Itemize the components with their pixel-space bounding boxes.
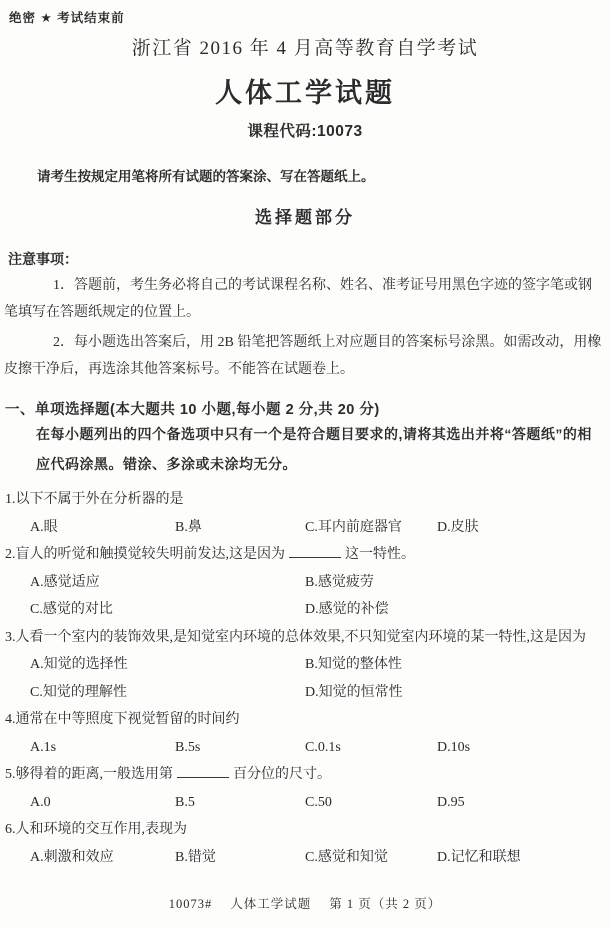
question-1 <box>0 486 610 541</box>
option-d: D.知觉的恒常性 <box>305 684 403 700</box>
option-d: D.记忆和联想 <box>437 849 521 865</box>
question-1-options <box>30 514 610 542</box>
question-2-options <box>30 569 610 624</box>
stem-text: 这一特性。 <box>345 547 415 562</box>
option-a: A.知觉的选择性 <box>30 657 128 672</box>
note-item-2: 2．每小题选出答案后，用 2B 铅笔把答题纸上对应题目的答案标号涂黑。如需改动，用橡皮擦干净后，再选涂其他答案标号。不能答在试题卷上。 <box>4 335 602 377</box>
fill-blank <box>289 543 341 558</box>
question-3 <box>0 624 610 707</box>
option-b: B.知觉的整体性 <box>305 657 402 672</box>
fill-blank <box>177 763 229 778</box>
question-3-options <box>30 651 610 706</box>
question-4-stem: 4.通常在中等照度下视觉暂留的时间约 <box>5 712 240 727</box>
section-title: 选择题部分 <box>255 208 355 227</box>
page-footer <box>0 894 610 912</box>
option-a: A.感觉适应 <box>30 574 100 590</box>
option-a: A.刺激和效应 <box>30 849 114 865</box>
footer-paper-title: 人体工学试题 <box>230 897 312 911</box>
question-6-stem: 6.人和环境的交互作用,表现为 <box>5 822 187 837</box>
question-2 <box>0 541 610 624</box>
question-6-options <box>30 844 610 872</box>
option-c: C.感觉的对比 <box>30 602 113 617</box>
question-4-options <box>30 734 610 762</box>
question-5-stem <box>5 761 602 789</box>
option-c: C.0.1s <box>305 739 341 755</box>
option-a: A.0 <box>30 794 51 810</box>
option-c: C.耳内前庭器官 <box>305 519 402 535</box>
option-b: B.感觉疲劳 <box>305 574 374 590</box>
question-list <box>0 486 610 871</box>
option-b: B.5 <box>175 794 195 810</box>
option-b: B.5s <box>175 739 201 755</box>
option-d: D.95 <box>437 794 465 810</box>
answer-notice: 请考生按规定用笔将所有试题的答案涂、写在答题纸上。 <box>37 169 375 184</box>
note-item-1: 1．答题前，考生务必将自己的考试课程名称、姓名、准考证号用黑色字迹的签字笔或钢笔填写在答题纸规定的位置上。 <box>4 278 592 320</box>
option-a: A.1s <box>30 739 57 755</box>
stem-text: 5.够得着的距离,一般选用第 <box>5 767 173 782</box>
option-c: C.50 <box>305 794 332 810</box>
stem-text: 百分位的尺寸。 <box>233 767 331 782</box>
stem-text: 2.盲人的听觉和触摸觉较失明前发达,这是因为 <box>5 547 285 562</box>
part1-heading: 一、单项选择题(本大题共 10 小题,每小题 2 分,共 20 分) <box>5 402 380 418</box>
option-b: B.鼻 <box>175 519 202 535</box>
question-4 <box>0 706 610 761</box>
notes-heading: 注意事项： <box>8 251 78 267</box>
question-5-options <box>30 789 610 817</box>
secrecy-label: 绝密 ★ 考试结束前 <box>9 11 125 25</box>
question-5 <box>0 761 610 816</box>
option-d: D.皮肤 <box>437 519 479 535</box>
option-b: B.错觉 <box>175 849 216 865</box>
part1-instruction: 在每小题列出的四个备选项中只有一个是符合题目要求的,请将其选出并将“答题纸”的相应代码涂黑。错涂、多涂或未涂均无分。 <box>36 426 592 472</box>
option-c: C.知觉的理解性 <box>30 684 127 700</box>
question-1-stem: 1.以下不属于外在分析器的是 <box>5 492 184 507</box>
footer-page-number: 第 1 页（共 2 页） <box>329 897 442 911</box>
question-6 <box>0 816 610 871</box>
option-d: D.10s <box>437 739 471 755</box>
question-3-stem: 3.人看一个室内的装饰效果,是知觉室内环境的总体效果,不只知觉室内环境的某一特性,这是因为 <box>5 629 586 645</box>
option-a: A.眼 <box>30 519 58 535</box>
course-code: 课程代码:10073 <box>247 123 363 140</box>
paper-title: 人体工学试题 <box>215 78 395 108</box>
exam-title: 浙江省 2016 年 4 月高等教育自学考试 <box>131 38 479 59</box>
footer-course-code: 10073# <box>168 897 213 911</box>
option-d: D.感觉的补偿 <box>305 602 389 617</box>
option-c: C.感觉和知觉 <box>305 849 388 865</box>
question-2-stem <box>5 541 602 569</box>
